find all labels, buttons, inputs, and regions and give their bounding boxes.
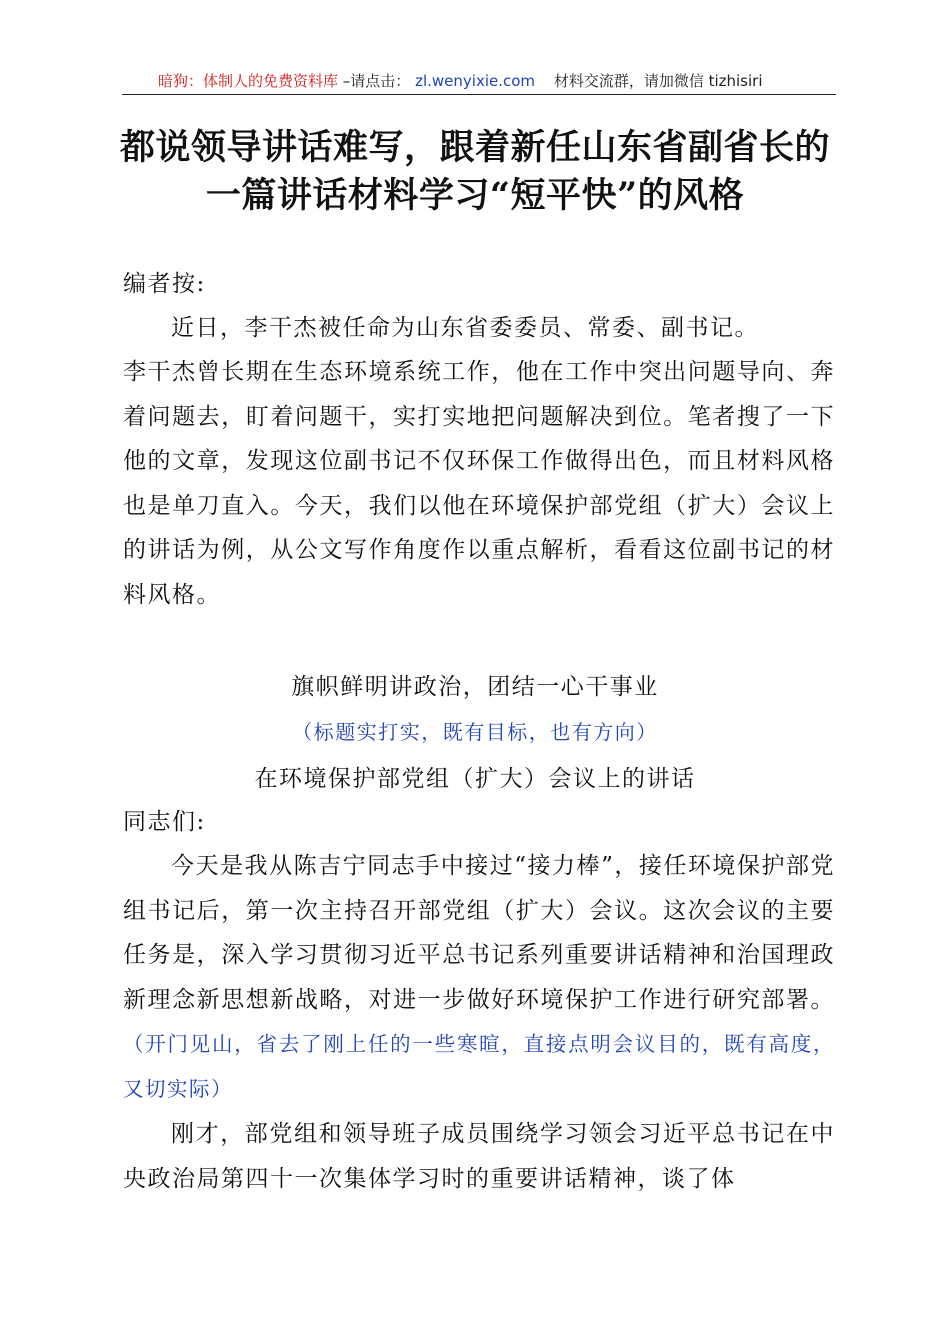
header-line [158,70,763,91]
speech-heading-note: （标题实打实，既有目标，也有方向） [292,720,658,744]
page-header [122,64,836,95]
speech-paragraph-1-note: （开门见山，省去了刚上任的一些寒暄，直接点明会议目的，既有高度，又切实际） [123,1032,835,1101]
header-brand: 暗狗：体制人的免费资料库 [158,72,339,90]
editor-note-paragraph-1: 近日，李干杰被任命为山东省委委员、常委、副书记。 [171,315,759,341]
speech-paragraph-2: 刚才，部党组和领导班子成员围绕学习领会习近平总书记在中央政治局第四十一次集体学习时的重要讲话精神，谈了体 [123,1121,835,1192]
editor-note-label: 编者按: [123,271,206,297]
speech-subheading: 在环境保护部党组（扩大）会议上的讲话 [254,766,696,792]
header-contact: 材料交流群，请加微信 tizhisiri [553,72,763,90]
speech-greeting: 同志们: [123,809,206,835]
title-line-1: 都说领导讲话难写，跟着新任山东省副省长的 [119,127,830,168]
document-title [0,124,950,220]
header-prompt: –请点击： [342,72,411,90]
speech-heading: 旗帜鲜明讲政治，团结一心干事业 [291,674,659,700]
title-line-2: 一篇讲话材料学习“短平快”的风格 [205,175,745,216]
speech-paragraph-1-text: 今天是我从陈吉宁同志手中接过“接力棒”，接任环境保护部党组书记后，第一次主持召开部党组（扩大）会议。这次会议的主要任务是，深入学习贯彻习近平总书记系列重要讲话精神和治国理政新理念新思想新战略，对进一步做好环境保护工作进行研究部署。 [123,853,835,1013]
editor-note-paragraph-2: 李干杰曾长期在生态环境系统工作，他在工作中突出问题导向、奔着问题去，盯着问题干，实打实地把问题解决到位。笔者搜了一下他的文章，发现这位副书记不仅环保工作做得出色，而且材料风格也是单刀直入。今天，我们以他在环境保护部党组（扩大）会议上的讲话为例，从公文写作角度作以重点解析，看看这位副书记的材料风格。 [123,359,835,608]
header-url-link[interactable]: zl.wenyixie.com [415,72,536,90]
speech-paragraph-1 [123,844,835,1111]
